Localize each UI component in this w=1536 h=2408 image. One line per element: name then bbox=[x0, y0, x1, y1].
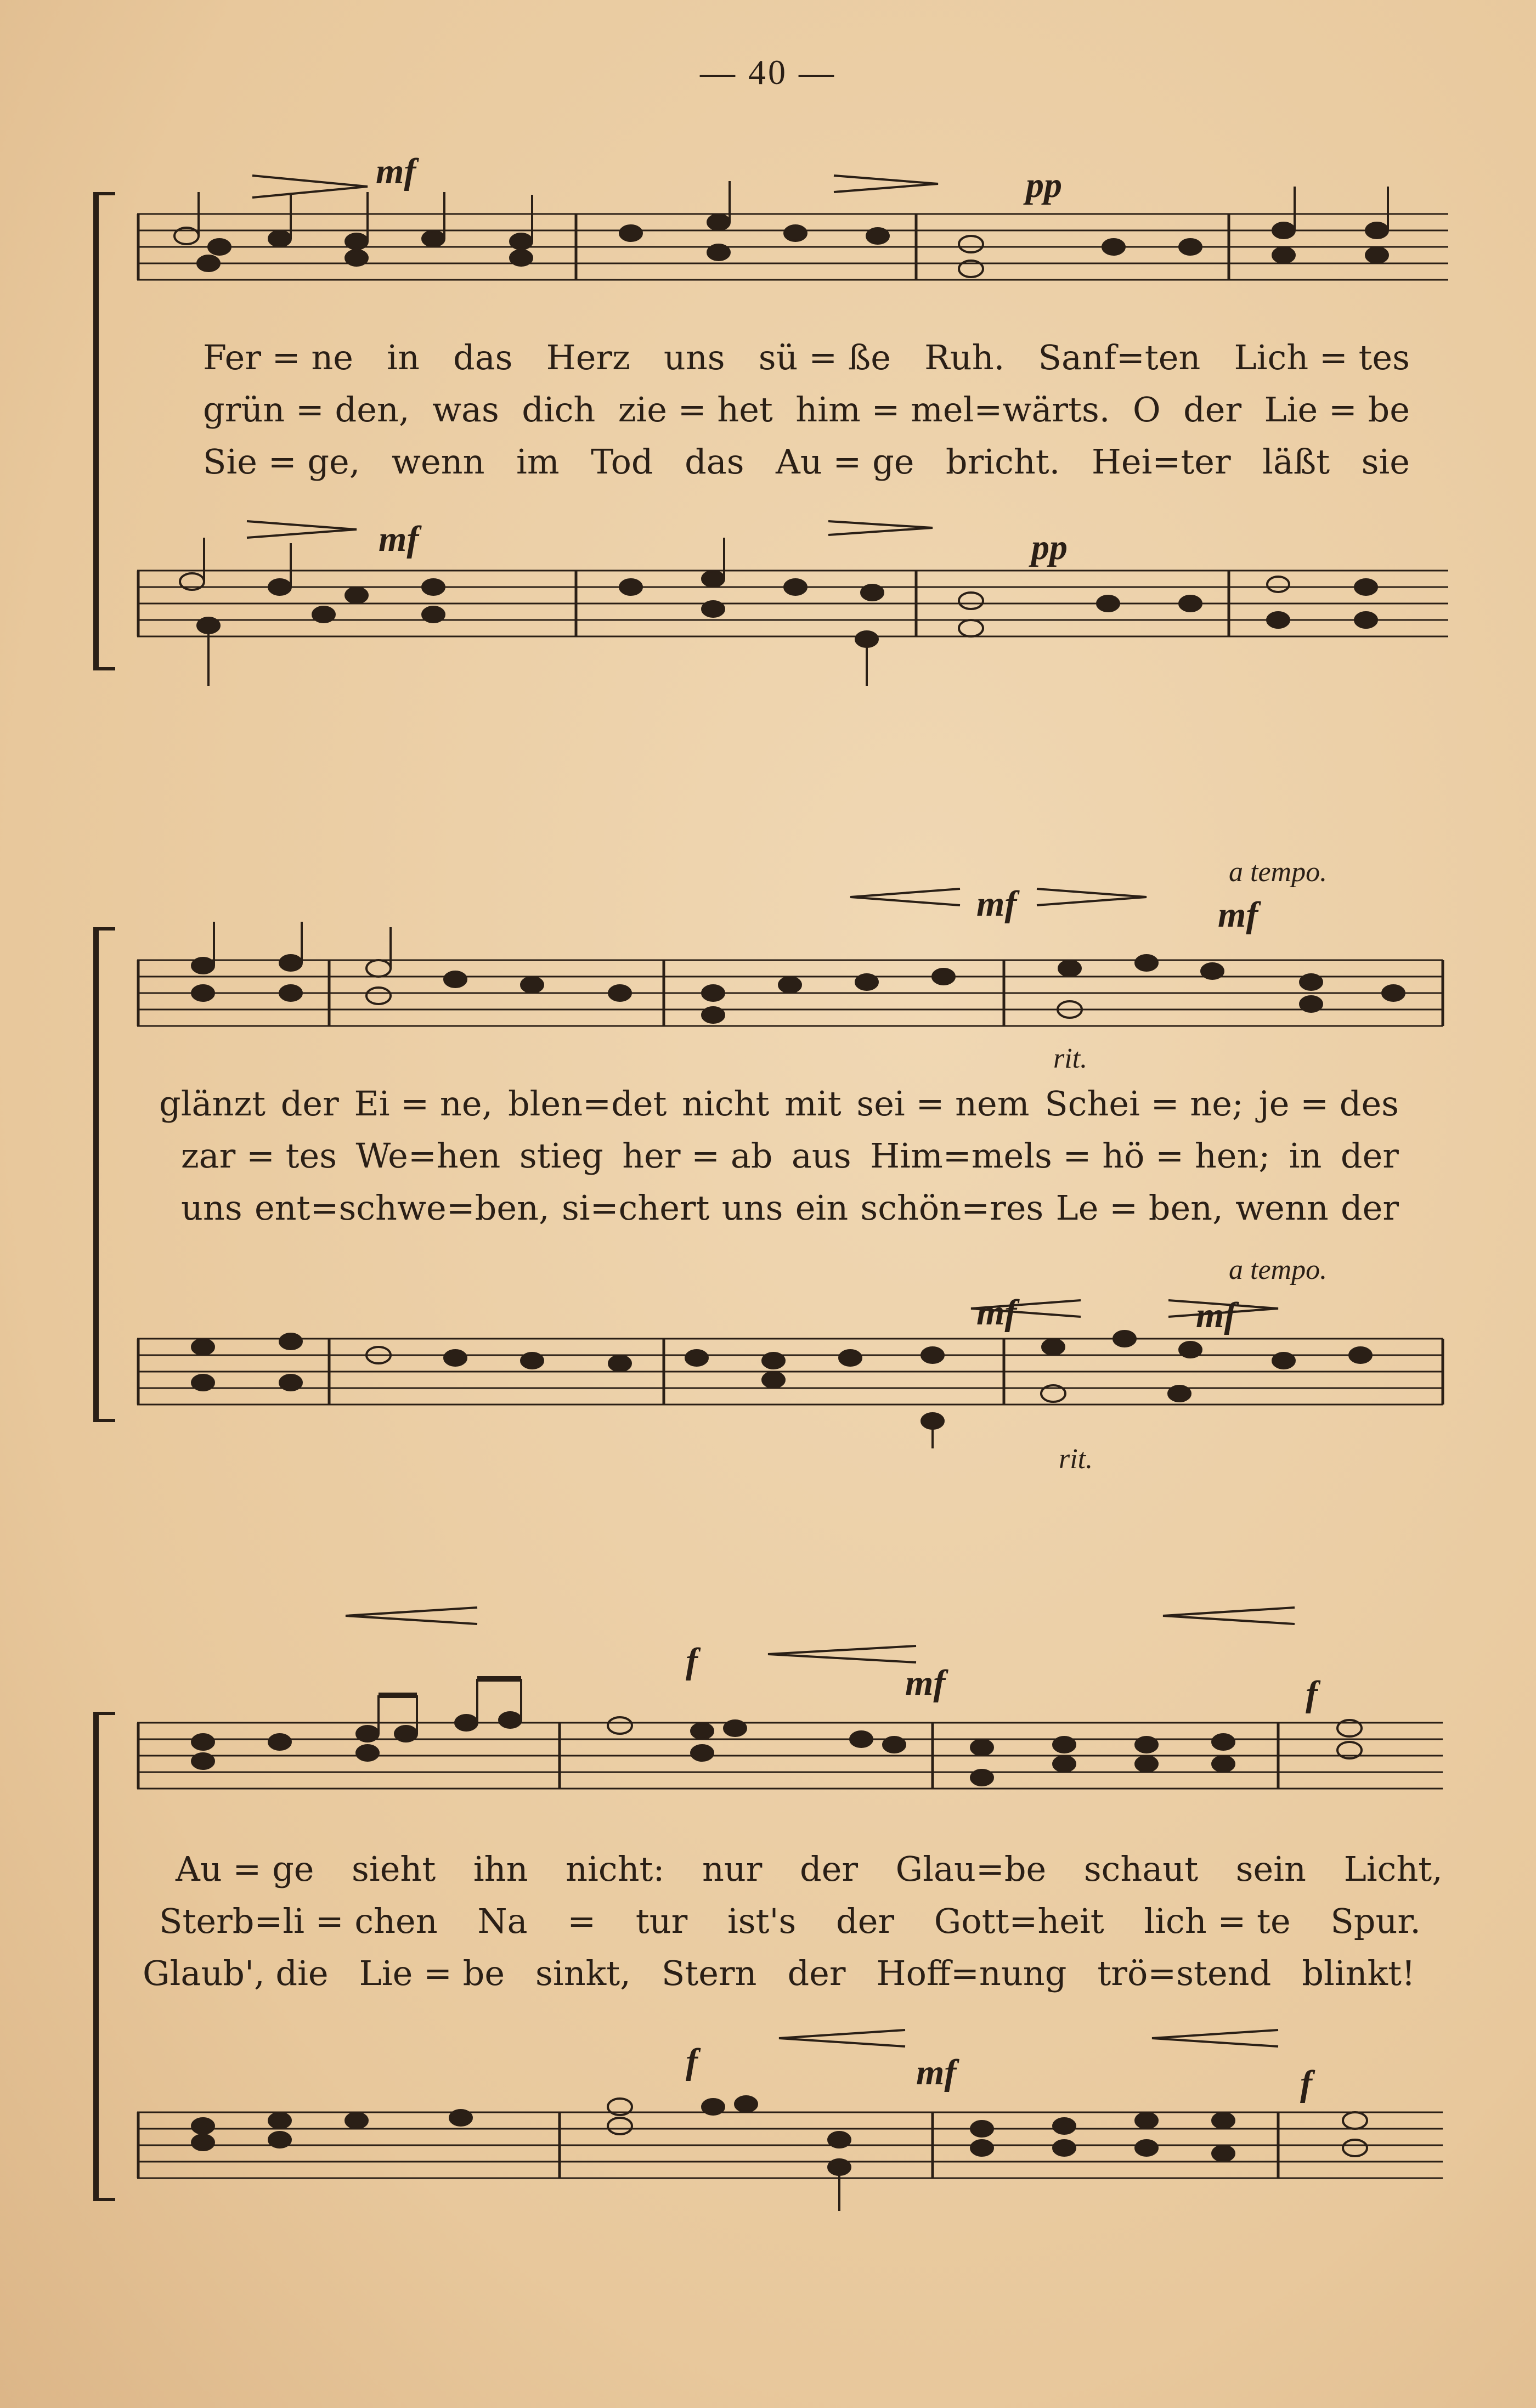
system-1-bracket bbox=[93, 192, 115, 670]
lyric-word: der bbox=[280, 1084, 339, 1124]
system-2-lyric-line-3 bbox=[181, 1188, 1399, 1228]
lyric-word: lich = te bbox=[1144, 1901, 1291, 1941]
lyric-word: mit bbox=[784, 1084, 842, 1124]
system-1-top-staff bbox=[137, 198, 1454, 329]
lyric-word: ihn bbox=[473, 1849, 528, 1889]
lyric-word: Fer = ne bbox=[203, 337, 353, 377]
lyric-word: We=hen bbox=[355, 1136, 501, 1176]
lyric-word: läßt bbox=[1262, 442, 1330, 482]
lyric-word: Au = ge bbox=[776, 442, 914, 482]
lyric-word: der bbox=[787, 1953, 846, 1993]
system-1-bottom-pp: pp bbox=[1031, 527, 1068, 567]
system-3-bottom-f-1: f bbox=[686, 2042, 698, 2082]
lyric-word: nicht: bbox=[566, 1849, 665, 1889]
lyric-word: Hoff=nung bbox=[876, 1953, 1067, 1993]
lyric-word: Sterb=li = chen bbox=[159, 1901, 438, 1941]
system-3-bottom-mf: mf bbox=[916, 2052, 957, 2093]
system-3-top-staff bbox=[137, 1679, 1454, 1843]
system-1-bottom-mf: mf bbox=[379, 519, 419, 559]
lyric-word: him = mel=wärts. bbox=[795, 390, 1110, 430]
lyric-word: her = ab bbox=[622, 1136, 773, 1176]
system-1-lyric-line-3 bbox=[203, 442, 1410, 482]
lyric-word: Licht, bbox=[1343, 1849, 1443, 1889]
lyric-word: sei = nem bbox=[856, 1084, 1030, 1124]
lyric-word: si=chert bbox=[561, 1188, 710, 1228]
lyric-word: das bbox=[685, 442, 744, 482]
lyric-word: im bbox=[516, 442, 560, 482]
lyric-word: Schei = ne; bbox=[1044, 1084, 1244, 1124]
system-2-top-mf-1: mf bbox=[976, 884, 1017, 924]
lyric-word: wenn bbox=[391, 442, 485, 482]
system-3-lyric-line-3 bbox=[143, 1953, 1415, 1993]
lyric-word: schön=res bbox=[860, 1188, 1044, 1228]
lyric-word: in bbox=[1289, 1136, 1322, 1176]
system-3-top-f-2: f bbox=[1306, 1674, 1318, 1714]
system-3-bracket bbox=[93, 1712, 115, 2201]
lyric-word: sü = ße bbox=[758, 337, 891, 377]
lyric-word: Au = ge bbox=[176, 1849, 314, 1889]
lyric-word: tur bbox=[635, 1901, 688, 1941]
lyric-word: Herz bbox=[546, 337, 630, 377]
lyric-word: ent=schwe=ben, bbox=[254, 1188, 550, 1228]
lyric-word: zar = tes bbox=[181, 1136, 337, 1176]
lyric-word: trö=stend bbox=[1097, 1953, 1272, 1993]
lyric-word: der bbox=[1340, 1188, 1399, 1228]
lyric-word: das bbox=[453, 337, 513, 377]
system-2-bottom-a-tempo: a tempo. bbox=[1229, 1254, 1328, 1285]
system-2-bottom-mf-2: mf bbox=[1196, 1295, 1236, 1335]
lyric-word: stieg bbox=[519, 1136, 603, 1176]
lyric-word: der bbox=[1183, 390, 1242, 430]
lyric-word: Lich = tes bbox=[1234, 337, 1410, 377]
system-1-lyric-line-2 bbox=[203, 390, 1410, 430]
system-2-top-a-tempo: a tempo. bbox=[1229, 856, 1328, 888]
lyric-word: Glau=be bbox=[895, 1849, 1047, 1889]
lyric-word: Le = ben, bbox=[1055, 1188, 1223, 1228]
lyric-word: Stern bbox=[661, 1953, 757, 1993]
page-number: — 40 — bbox=[700, 53, 836, 92]
lyric-word: je = des bbox=[1258, 1084, 1399, 1124]
lyric-word: Him=mels = hö = hen; bbox=[870, 1136, 1270, 1176]
lyric-word: uns bbox=[721, 1188, 783, 1228]
system-2-bottom-staff bbox=[137, 1300, 1454, 1465]
system-3-bottom-f-2: f bbox=[1300, 2063, 1312, 2104]
lyric-word: sein bbox=[1235, 1849, 1306, 1889]
lyric-word: sieht bbox=[352, 1849, 436, 1889]
system-2-bottom-mf-1: mf bbox=[976, 1293, 1017, 1333]
system-2-bracket bbox=[93, 927, 115, 1422]
system-2-top-mf-2: mf bbox=[1218, 895, 1258, 935]
lyric-word: Ruh. bbox=[924, 337, 1005, 377]
lyric-word: Glaub', die bbox=[143, 1953, 329, 1993]
lyric-word: Tod bbox=[591, 442, 653, 482]
lyric-word: O bbox=[1132, 390, 1161, 430]
lyric-word: uns bbox=[181, 1188, 242, 1228]
system-3-top-f-1: f bbox=[686, 1641, 698, 1681]
lyric-word: nur bbox=[702, 1849, 763, 1889]
system-1-lyric-line-1 bbox=[203, 337, 1410, 377]
system-1-bottom-staff bbox=[137, 543, 1454, 724]
system-2-bottom-rit: rit. bbox=[1059, 1443, 1093, 1475]
lyric-word: Ei = ne, bbox=[354, 1084, 493, 1124]
system-3-lyric-line-2 bbox=[159, 1901, 1421, 1941]
lyric-word: sinkt, bbox=[535, 1953, 631, 1993]
lyric-word: = bbox=[567, 1901, 596, 1941]
lyric-word: Gott=heit bbox=[934, 1901, 1104, 1941]
system-2-lyric-line-2 bbox=[181, 1136, 1399, 1176]
system-2-top-staff bbox=[137, 933, 1454, 1064]
lyric-word: Sanf=ten bbox=[1038, 337, 1201, 377]
lyric-word: zie = het bbox=[618, 390, 773, 430]
lyric-word: sie bbox=[1361, 442, 1410, 482]
lyric-word: blen=det bbox=[507, 1084, 667, 1124]
lyric-word: Sie = ge, bbox=[203, 442, 360, 482]
lyric-word: Na bbox=[477, 1901, 528, 1941]
lyric-word: was bbox=[432, 390, 499, 430]
lyric-word: Lie = be bbox=[359, 1953, 505, 1993]
lyric-word: bricht. bbox=[945, 442, 1060, 482]
lyric-word: glänzt bbox=[159, 1084, 266, 1124]
system-3-top-mf: mf bbox=[905, 1663, 946, 1703]
system-1-top-mf: mf bbox=[376, 151, 416, 191]
system-2-top-rit: rit. bbox=[1053, 1043, 1088, 1074]
lyric-word: aus bbox=[791, 1136, 851, 1176]
lyric-word: der bbox=[836, 1901, 895, 1941]
lyric-word: Hei=ter bbox=[1091, 442, 1231, 482]
lyric-word: dich bbox=[522, 390, 596, 430]
lyric-word: uns bbox=[663, 337, 725, 377]
system-2-lyric-line-1 bbox=[159, 1084, 1399, 1124]
lyric-word: wenn bbox=[1235, 1188, 1329, 1228]
lyric-word: Lie = be bbox=[1264, 390, 1410, 430]
lyric-word: ist's bbox=[727, 1901, 797, 1941]
lyric-word: nicht bbox=[682, 1084, 770, 1124]
lyric-word: der bbox=[1340, 1136, 1399, 1176]
system-3-lyric-line-1 bbox=[176, 1849, 1443, 1889]
lyric-word: grün = den, bbox=[203, 390, 410, 430]
lyric-word: schaut bbox=[1083, 1849, 1199, 1889]
lyric-word: Spur. bbox=[1330, 1901, 1421, 1941]
lyric-word: ein bbox=[795, 1188, 849, 1228]
system-3-bottom-staff bbox=[137, 2030, 1454, 2238]
lyric-word: der bbox=[800, 1849, 859, 1889]
lyric-word: in bbox=[387, 337, 420, 377]
lyric-word: blinkt! bbox=[1302, 1953, 1415, 1993]
system-1-top-pp: pp bbox=[1026, 165, 1062, 205]
